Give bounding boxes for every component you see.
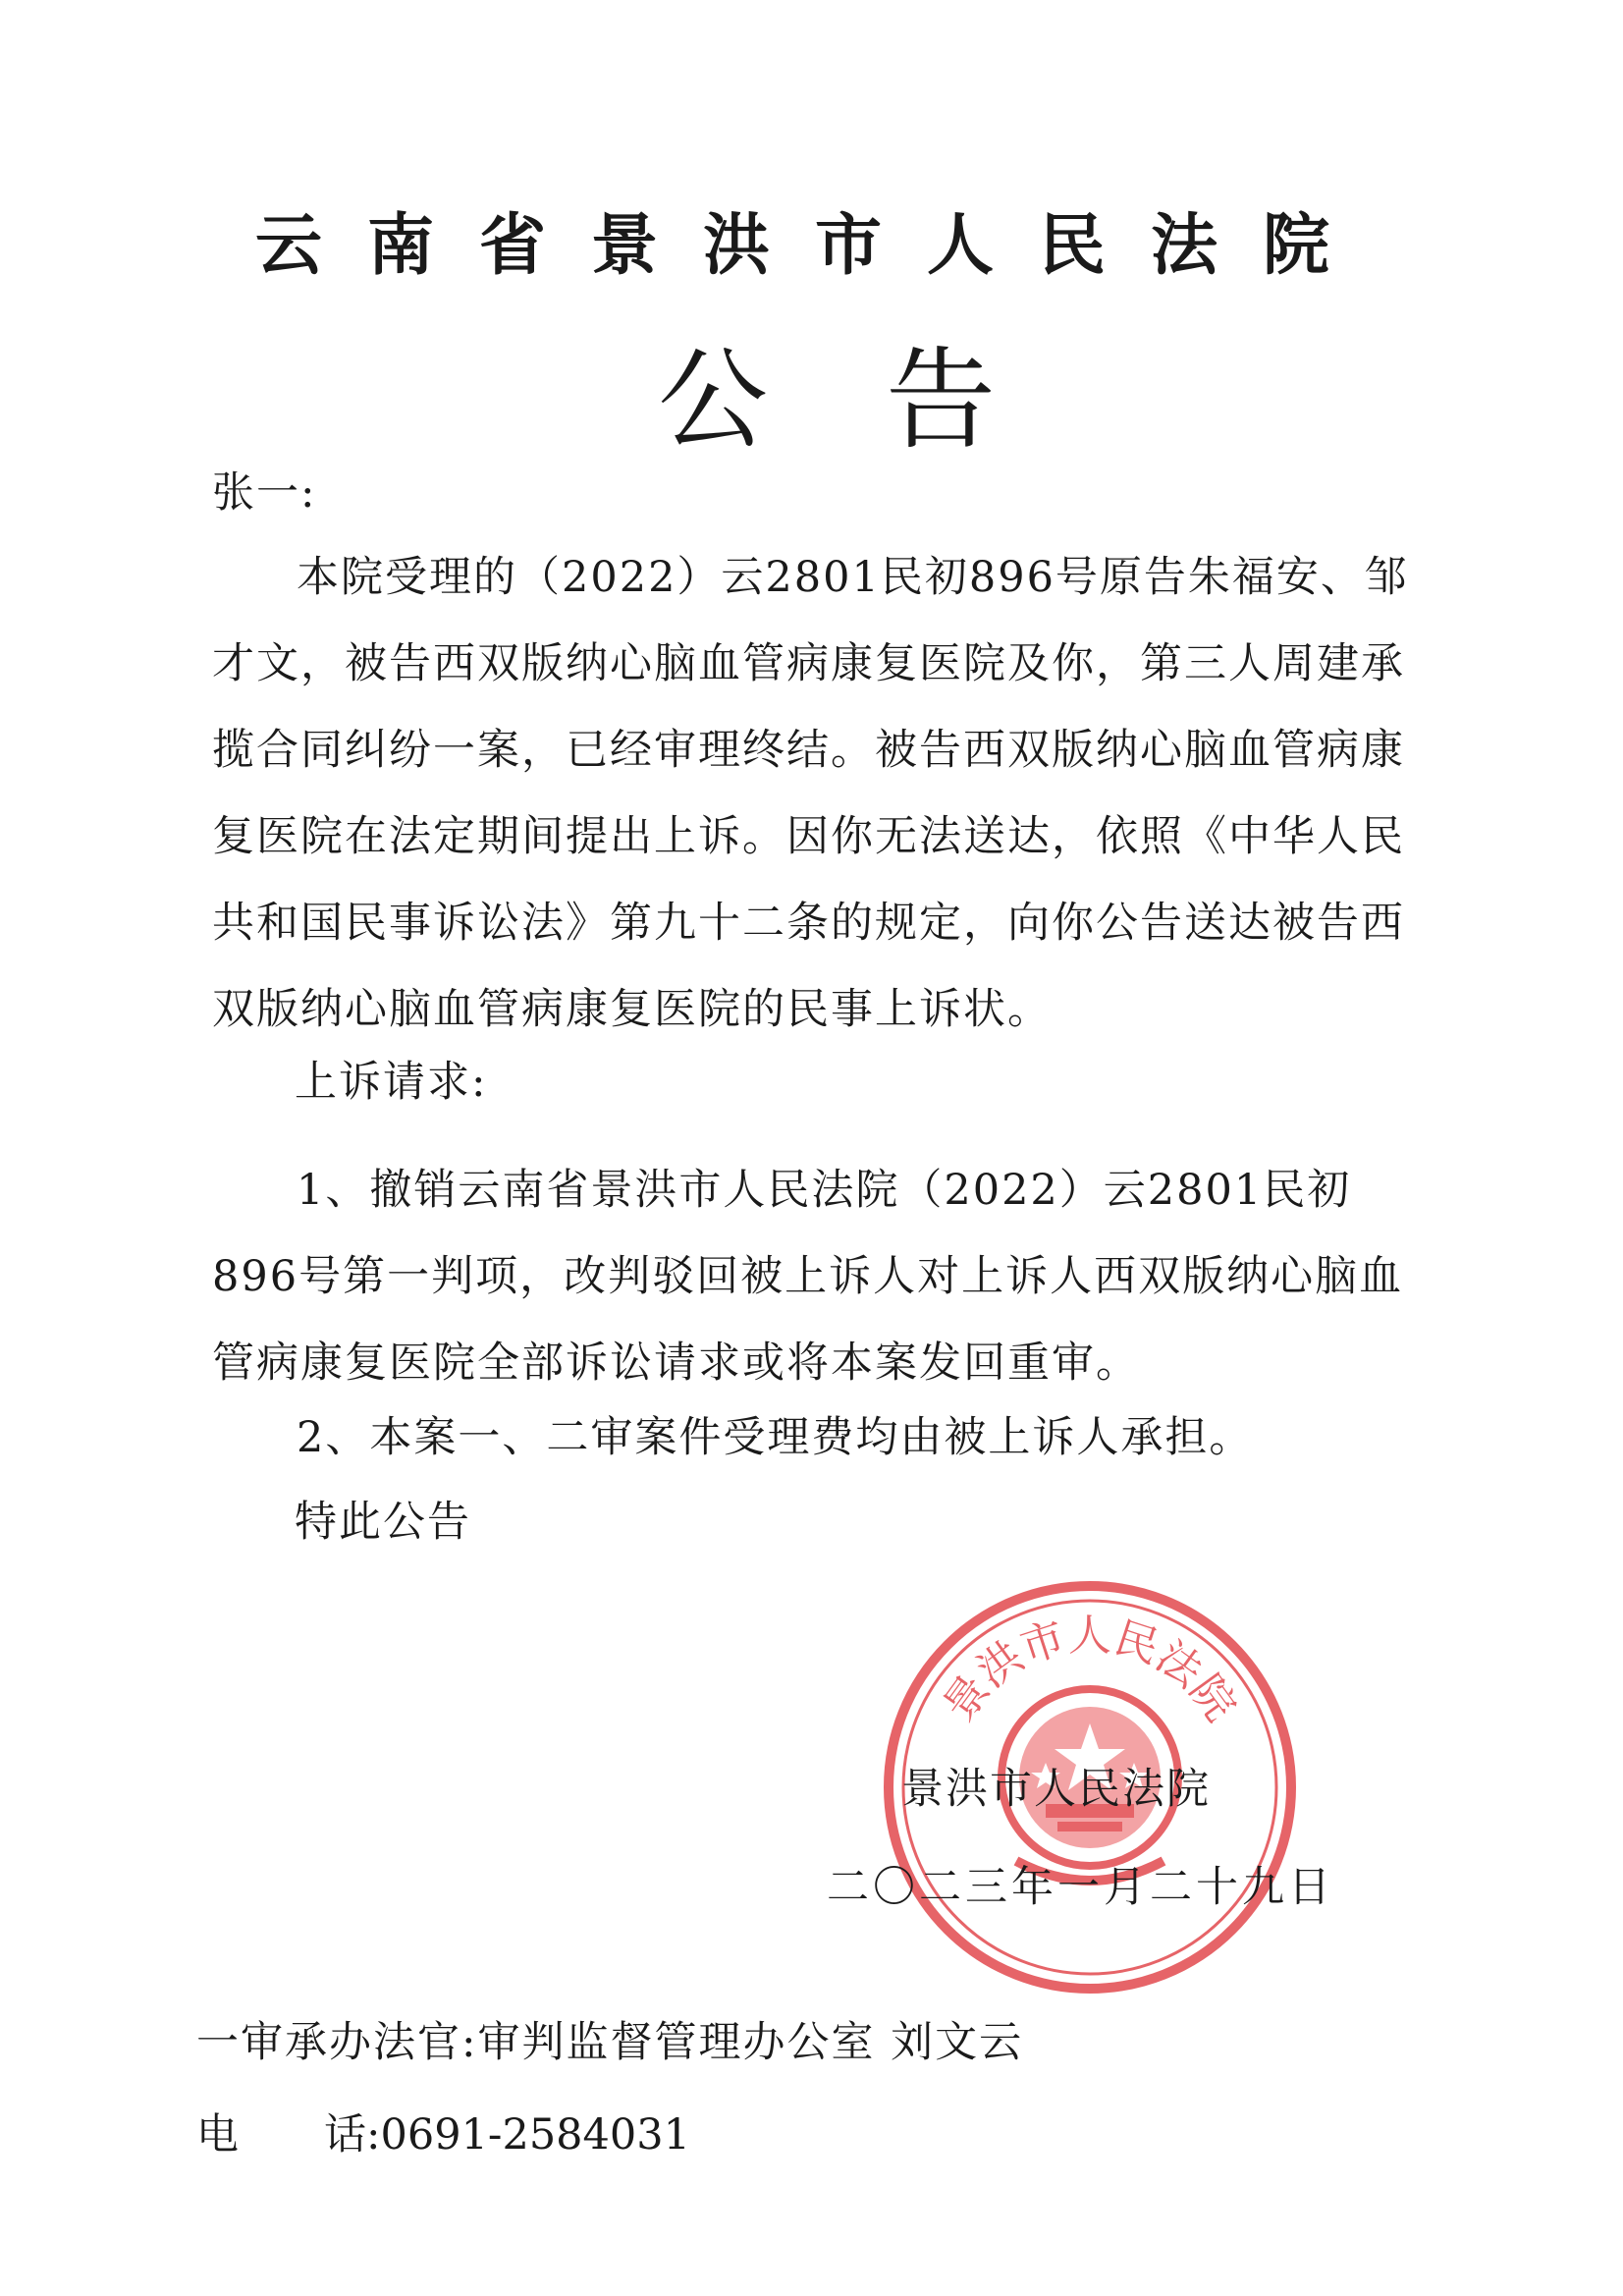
- claim-item-1: 1、撤销云南省景洪市人民法院（2022）云2801民初896号第一判项，改判驳回被上诉人对上诉人西双版纳心脑血管病康复医院全部诉讼请求或将本案发回重审。: [212, 1166, 1404, 1388]
- seal-text: 景洪市人民法院: [934, 1611, 1246, 1731]
- phone-value: 0691-2584031: [380, 2110, 690, 2159]
- court-name: 云南省景洪市人民法院: [255, 206, 1376, 285]
- addressee: 张一:: [212, 468, 317, 518]
- phone-label-2: 话:: [324, 2110, 381, 2159]
- footer-phone: [196, 2102, 690, 2161]
- notice-body: 本院受理的（2022）云2801民初896号原告朱福安、邹才文，被告西双版纳心脑血管病康复医院及你，第三人周建承揽合同纠纷一案，已经审理终结。被告西双版纳心脑血管病康复医院在法定期间提出上诉。因你无法送达，依照《中华人民共和国民事诉讼法》第九十二条的规定，向你公告送达被告西双版纳心脑血管病康复医院的民事上诉状。: [212, 553, 1409, 1034]
- phone-label-1: 电: [196, 2110, 239, 2159]
- judge-label: 一审承办法官:: [196, 2018, 478, 2067]
- closing-statement: 特此公告: [295, 1498, 471, 1547]
- signature-date: 二〇二三年一月二十九日: [827, 1863, 1334, 1912]
- claims-title: 上诉请求:: [295, 1058, 488, 1107]
- judge-value: 审判监督管理办公室 刘文云: [477, 2018, 1024, 2067]
- document-title: 公告: [658, 337, 1113, 465]
- footer-judge: [196, 2009, 1023, 2069]
- claim-item-2: 2、本案一、二审案件受理费均由被上诉人承担。: [297, 1413, 1254, 1462]
- signature-court: 景洪市人民法院: [901, 1765, 1211, 1814]
